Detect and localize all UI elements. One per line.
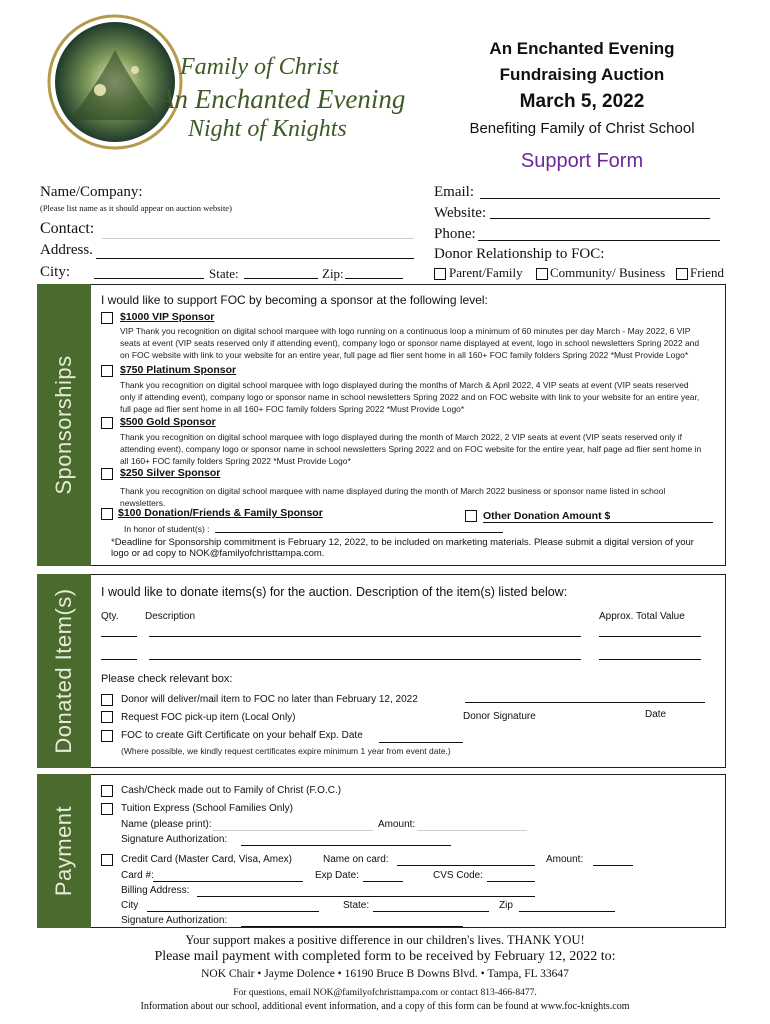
credit-signature-field[interactable] bbox=[241, 926, 463, 927]
value-field-1[interactable] bbox=[599, 636, 701, 637]
payment-city-label: City bbox=[121, 900, 139, 911]
sponsor-1000-title: $1000 VIP Sponsor bbox=[120, 311, 215, 323]
donated-intro: I would like to donate items(s) for the auction. Description of the item(s) listed below: bbox=[101, 585, 568, 599]
deliver-label: Donor will deliver/mail item to FOC no later than February 12, 2022 bbox=[121, 694, 418, 705]
sponsorships-side-label: Sponsorships bbox=[51, 355, 76, 495]
footer-thanks: Your support makes a positive difference in our children's lives. THANK YOU! bbox=[185, 933, 585, 947]
payment-panel bbox=[91, 774, 726, 928]
donated-side-label: Donated Item(s) bbox=[51, 588, 76, 754]
card-number-field[interactable] bbox=[153, 881, 303, 882]
tuition-amount-label: Amount: bbox=[378, 819, 416, 830]
credit-signature-label: Signature Authorization: bbox=[121, 915, 228, 926]
form-title: Support Form bbox=[520, 150, 644, 172]
sponsor-500-desc: Thank you recognition on digital school marquee with logo displayed during the month of March 2022, 2 VIP seats at event (VIP seats reserved only if attending event), company logo or sponsor name in school newsletters Spring 2022 and on FOC website for the entire year, half page ad flier sent home in all 160+ FOC family folders Spring 2022 *Must Provide Logo* bbox=[120, 432, 702, 466]
credit-amount-label: Amount: bbox=[546, 854, 584, 865]
rel-parent-checkbox[interactable] bbox=[434, 268, 446, 280]
check-label: Please check relevant box: bbox=[101, 673, 233, 685]
city-label: City: bbox=[40, 264, 71, 280]
honor-label: In honor of student(s) : bbox=[124, 524, 210, 534]
payment-city-field[interactable] bbox=[147, 911, 319, 912]
zip-label: Zip: bbox=[322, 266, 344, 281]
pickup-checkbox[interactable] bbox=[101, 711, 113, 723]
value-field-2[interactable] bbox=[599, 659, 701, 660]
billing-field[interactable] bbox=[197, 896, 535, 897]
contact-label: Contact: bbox=[40, 220, 95, 237]
email-label: Email: bbox=[434, 184, 474, 200]
name-note: (Please list name as it should appear on auction website) bbox=[40, 203, 232, 213]
description-field-1[interactable] bbox=[149, 636, 581, 637]
donor-signature-field[interactable] bbox=[465, 702, 705, 703]
rel-parent-label: Parent/Family bbox=[449, 265, 523, 280]
sponsor-1000-desc: VIP Thank you recognition on digital school marquee with logo running on a continuous loop a minimum of 60 minutes per day March - May 2022, 6 VIP seats at event (VIP seats reserved only if attending event), company logo or sponsor name displayed at event, logo in school newsletters Spring 2022 and on FOC website with link to your website for an entire year, full page ad flier sent home in all 160+ FOC family folders Spring 2022 *Must Provide Logo* bbox=[120, 326, 700, 360]
event-header bbox=[440, 36, 724, 176]
sponsor-250-checkbox[interactable] bbox=[101, 468, 113, 480]
address-label: Address. bbox=[40, 242, 93, 258]
event-subtitle: Fundraising Auction bbox=[499, 65, 665, 84]
payment-sidebar bbox=[37, 774, 91, 928]
sponsor-250-desc: Thank you recognition on digital school marquee with name displayed during the month of March 2022 business or sponsor name listed in school newsletters. bbox=[120, 486, 666, 508]
exp-date-field[interactable] bbox=[379, 742, 463, 743]
website-field[interactable] bbox=[490, 218, 710, 219]
contact-field[interactable] bbox=[102, 238, 414, 239]
cash-label: Cash/Check made out to Family of Christ (F.O.C.) bbox=[121, 785, 342, 796]
footer-address: NOK Chair • Jayme Dolence • 16190 Bruce B Downs Blvd. • Tampa, FL 33647 bbox=[201, 968, 569, 980]
credit-checkbox[interactable] bbox=[101, 854, 113, 866]
phone-label: Phone: bbox=[434, 226, 476, 242]
email-field[interactable] bbox=[480, 198, 720, 199]
pickup-label: Request FOC pick-up item (Local Only) bbox=[121, 712, 296, 723]
cash-checkbox[interactable] bbox=[101, 785, 113, 797]
tuition-label: Tuition Express (School Families Only) bbox=[121, 803, 293, 814]
credit-label: Credit Card (Master Card, Visa, Amex) bbox=[121, 854, 292, 865]
event-title: An Enchanted Evening bbox=[489, 39, 675, 58]
qty-header: Qty. bbox=[101, 611, 119, 622]
state-field[interactable] bbox=[244, 278, 318, 279]
payment-zip-label: Zip bbox=[499, 900, 513, 911]
tuition-amount-field[interactable] bbox=[417, 830, 527, 831]
qty-field-1[interactable] bbox=[101, 636, 137, 637]
name-print-field[interactable] bbox=[213, 830, 373, 831]
cvs-field[interactable] bbox=[487, 881, 535, 882]
value-header: Approx. Total Value bbox=[599, 611, 685, 622]
deliver-checkbox[interactable] bbox=[101, 694, 113, 706]
payment-side-label: Payment bbox=[51, 805, 76, 897]
sponsor-500-title: $500 Gold Sponsor bbox=[120, 416, 216, 428]
donor-signature-label: Donor Signature bbox=[463, 711, 536, 722]
benefiting-text: Benefiting Family of Christ School bbox=[469, 120, 695, 137]
footer bbox=[20, 932, 750, 1014]
sponsor-500-checkbox[interactable] bbox=[101, 417, 113, 429]
gift-cert-checkbox[interactable] bbox=[101, 730, 113, 742]
card-number-label: Card #: bbox=[121, 870, 154, 881]
footer-info: Information about our school, additional event information, and a copy of this form can be found at www.foc-knights.com bbox=[140, 1001, 630, 1012]
name-card-label: Name on card: bbox=[323, 854, 389, 865]
cvs-label: CVS Code: bbox=[433, 870, 484, 881]
state-label: State: bbox=[209, 266, 239, 281]
donated-panel bbox=[91, 574, 726, 768]
sponsor-750-desc: Thank you recognition on digital school marquee with logo displayed during the months of March & April 2022, 4 VIP seats at event (VIP seats reserved only if attending event), company logo or sponsor name in school newsletters Spring 2022 and on FOC website with link to your website for an entire year, full page ad flier sent home in all 160+ FOC family folders Spring 2022 *Must Provide Logo* bbox=[120, 380, 700, 414]
website-label: Website: bbox=[434, 205, 487, 221]
donated-sidebar bbox=[37, 574, 91, 768]
name-card-field[interactable] bbox=[397, 865, 535, 866]
name-print-label: Name (please print): bbox=[121, 819, 212, 830]
rel-friend-checkbox[interactable] bbox=[676, 268, 688, 280]
other-donation-checkbox[interactable] bbox=[465, 510, 477, 522]
rel-friend-label: Friend bbox=[690, 265, 724, 280]
donation-100-label: $100 Donation/Friends & Family Sponsor bbox=[118, 507, 323, 519]
event-date: March 5, 2022 bbox=[519, 91, 645, 112]
sponsor-250-title: $250 Silver Sponsor bbox=[120, 467, 221, 479]
description-field-2[interactable] bbox=[149, 659, 581, 660]
qty-field-2[interactable] bbox=[101, 659, 137, 660]
name-company-label: Name/Company: bbox=[40, 184, 143, 200]
rel-community-label: Community/ Business bbox=[550, 265, 666, 280]
tuition-signature-label: Signature Authorization: bbox=[121, 834, 228, 845]
gift-note: (Where possible, we kindly request certificates expire minimum 1 year from event date.) bbox=[121, 746, 451, 756]
address-field[interactable] bbox=[96, 258, 414, 259]
sponsor-intro: I would like to support FOC by becoming a sponsor at the following level: bbox=[101, 293, 488, 307]
donation-100-checkbox[interactable] bbox=[101, 508, 113, 520]
honor-field[interactable] bbox=[215, 532, 503, 533]
tuition-signature-field[interactable] bbox=[241, 845, 451, 846]
tuition-checkbox[interactable] bbox=[101, 803, 113, 815]
footer-mail: Please mail payment with completed form to be received by February 12, 2022 to: bbox=[154, 949, 616, 964]
relationship-label: Donor Relationship to FOC: bbox=[434, 246, 605, 262]
city-field[interactable] bbox=[94, 278, 204, 279]
gift-cert-label: FOC to create Gift Certificate on your behalf Exp. Date bbox=[121, 730, 363, 741]
billing-label: Billing Address: bbox=[121, 885, 190, 896]
event-logo bbox=[40, 10, 406, 160]
logo-line-2: An Enchanted Evening bbox=[158, 84, 406, 114]
logo-line-1: Family of Christ bbox=[180, 54, 339, 80]
deadline-note: *Deadline for Sponsorship commitment is February 12, 2022, to be included on marketing materials. Please submit a digital version of your logo or ad copy to NOK@familyofchristtampa.com. bbox=[111, 537, 694, 559]
credit-amount-field[interactable] bbox=[593, 865, 633, 866]
rel-community-checkbox[interactable] bbox=[536, 268, 548, 280]
sponsor-750-checkbox[interactable] bbox=[101, 365, 113, 377]
phone-field[interactable] bbox=[478, 240, 720, 241]
sponsor-750-title: $750 Platinum Sponsor bbox=[120, 364, 237, 376]
other-donation-label: Other Donation Amount $ bbox=[483, 510, 611, 522]
description-header: Description bbox=[145, 611, 196, 622]
sponsorships-sidebar bbox=[37, 284, 91, 566]
exp-label: Exp Date: bbox=[315, 870, 359, 881]
payment-state-label: State: bbox=[343, 900, 370, 911]
logo-line-3: Night of Knights bbox=[188, 116, 347, 142]
exp-field[interactable] bbox=[363, 881, 403, 882]
payment-zip-field[interactable] bbox=[519, 911, 615, 912]
sponsor-1000-checkbox[interactable] bbox=[101, 312, 113, 324]
payment-state-field[interactable] bbox=[373, 911, 489, 912]
sponsorships-panel bbox=[91, 284, 726, 566]
zip-field[interactable] bbox=[345, 278, 403, 279]
footer-questions: For questions, email NOK@familyofchristtampa.com or contact 813-466-8477. bbox=[233, 988, 537, 998]
date-label: Date bbox=[645, 709, 667, 720]
other-donation-field[interactable] bbox=[483, 522, 713, 523]
